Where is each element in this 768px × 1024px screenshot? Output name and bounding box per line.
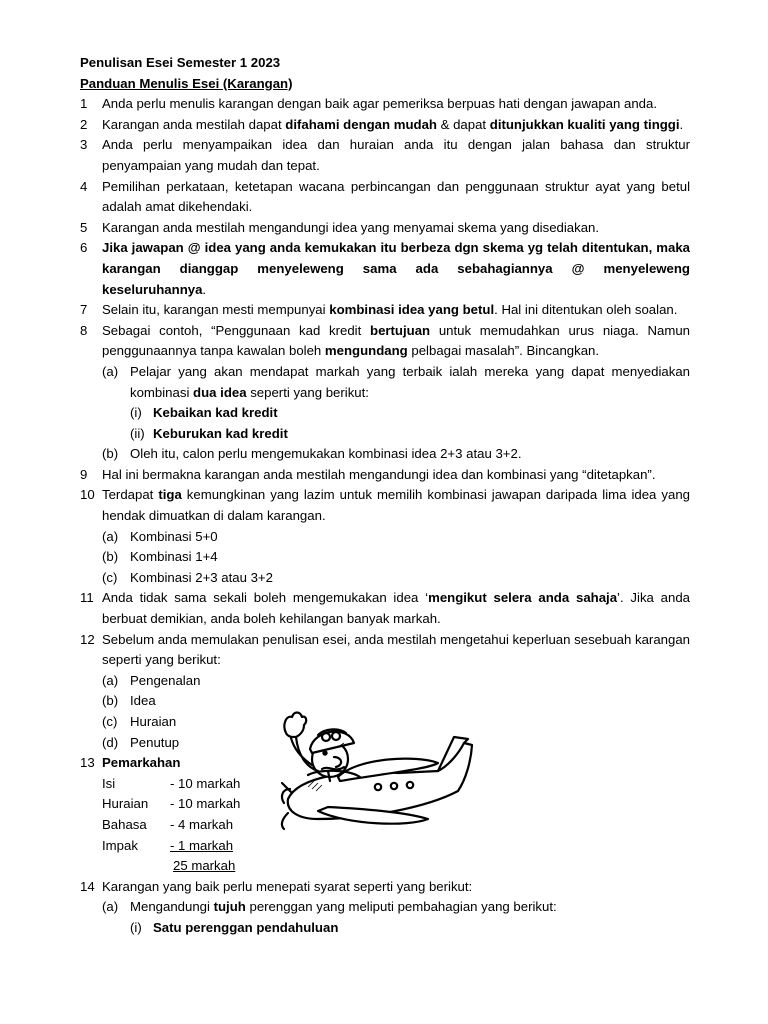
item-text: Oleh itu, calon perlu mengemukakan kombinasi idea 2+3 atau 3+2. [130, 446, 522, 462]
item-bold-text: dua idea [193, 384, 247, 400]
sub-item [80, 444, 690, 465]
item-text: Anda perlu menulis karangan dengan baik agar pemeriksa berpuas hati dengan jawapan anda. [102, 96, 657, 112]
item-text: Sebelum anda memulakan penulisan esei, anda mestilah mengetahui keperluan sesebuah karangan seperti yang berikut: [102, 631, 690, 668]
list-item [80, 300, 690, 321]
item-bold-text: Satu perenggan pendahuluan [153, 919, 339, 935]
item-text: . Hal ini ditentukan oleh soalan. [494, 302, 678, 318]
item-text: & dapat [436, 116, 490, 132]
item-text: Pengenalan [130, 672, 201, 688]
sub-item-label: (c) [102, 569, 118, 585]
item-bold-text: kombinasi idea yang betul [329, 302, 495, 318]
item-number: 6 [80, 240, 88, 256]
item-text: kemungkinan yang lazim untuk memilih kombinasi jawapan daripada lima idea yang hendak dimuatkan di dalam karangan. [102, 487, 690, 524]
item-number: 5 [80, 219, 88, 235]
item-text: perenggan yang meliputi pembahagian yang berikut: [245, 899, 557, 915]
item-text: . [679, 116, 684, 132]
sub-item-label: (i) [130, 919, 142, 935]
list-item [80, 115, 690, 136]
item-number: 3 [80, 137, 88, 153]
item-bold-text: mengundang [324, 343, 408, 359]
item-number: 14 [80, 878, 95, 894]
sub-item [80, 547, 690, 568]
item-text: Terdapat [102, 487, 159, 503]
score-value: - 4 markah [170, 816, 234, 832]
item-bold-text: bertujuan [370, 322, 431, 338]
item-text: Kombinasi 5+0 [130, 528, 218, 544]
item-text: Sebagai contoh, “Penggunaan kad kredit [102, 322, 371, 338]
item-text: . [202, 281, 207, 297]
item-text: Hal ini bermakna karangan anda mestilah mengandungi idea dan kombinasi yang “ditetapkan”. [102, 466, 656, 482]
sub-item [80, 527, 690, 548]
score-label: Bahasa [102, 816, 147, 832]
score-value: - 10 markah [170, 796, 241, 812]
sub-item-label: (b) [102, 446, 119, 462]
score-total: 25 markah [173, 858, 236, 874]
item-number: 1 [80, 96, 88, 112]
item-bold-text: Jika jawapan @ idea yang anda kemukakan itu berbeza dgn skema yg telah ditentukan, maka karangan dianggap menyeleweng sama ada sebahagiannya @ menyeleweng keseluruhannya [102, 240, 690, 297]
sub-item-label: (a) [102, 899, 119, 915]
item-text: Kombinasi 2+3 atau 3+2 [130, 569, 273, 585]
item-text: Pemilihan perkataan, ketetapan wacana perbincangan dan penggunaan struktur ayat yang betul adalah amat dikehendaki. [102, 178, 690, 215]
list-item [80, 630, 690, 671]
score-label: Impak [102, 837, 138, 853]
item-text: seperti yang berikut: [246, 384, 369, 400]
item-bold-text: Pemarkahan [102, 755, 181, 771]
sub-sub-item [80, 918, 690, 939]
item-number: 2 [80, 116, 88, 132]
item-text: Huraian [130, 714, 177, 729]
sub-item [80, 568, 690, 589]
item-text: Anda perlu menyampaikan idea dan huraian anda itu dengan jalan bahasa dan struktur penyampaian yang mudah dan tepat. [102, 137, 690, 173]
sub-item [80, 897, 690, 918]
score-row [80, 836, 690, 857]
sub-item-label: (a) [102, 672, 119, 688]
item-number: 10 [80, 487, 95, 503]
document-title: Penulisan Esei Semester 1 2023 [80, 55, 281, 70]
sub-item-label: (b) [102, 549, 119, 565]
item-bold-text: difahami dengan mudah [285, 116, 437, 132]
item-number: 8 [80, 322, 88, 338]
list-item [80, 321, 690, 362]
item-text: Karangan yang baik perlu menepati syarat seperti yang berikut: [102, 878, 473, 894]
item-bold-text: mengikut selera anda sahaja [428, 590, 618, 606]
item-number: 11 [80, 590, 94, 606]
list-item [80, 588, 690, 629]
pilot-airplane-illustration [278, 707, 478, 835]
sub-sub-item [80, 424, 690, 445]
item-number: 12 [80, 631, 95, 647]
item-text: pelbagai masalah”. Bincangkan. [407, 343, 600, 359]
item-text: untuk memudahkan urus niaga. Namun penggunaannya tanpa kawalan boleh [102, 322, 690, 359]
item-text: Anda tidak sama sekali boleh mengemukakan idea ‘ [102, 590, 429, 606]
item-text: Mengandungi [130, 899, 214, 915]
list-item [80, 135, 690, 176]
sub-item-label: (ii) [130, 425, 145, 441]
list-item [80, 94, 690, 115]
score-value: - 1 markah [170, 837, 234, 853]
sub-item-label: (c) [102, 714, 118, 729]
document-subtitle: Panduan Menulis Esei (Karangan) [80, 75, 293, 91]
list-item [80, 238, 690, 300]
list-item [80, 465, 690, 486]
item-text: Selain itu, karangan mesti mempunyai [102, 302, 330, 318]
item-bold-text: Keburukan kad kredit [153, 425, 288, 441]
item-bold-text: tiga [158, 487, 182, 503]
sub-item-label: (a) [102, 363, 119, 379]
list-item [80, 877, 690, 898]
item-text: Karangan anda mestilah mengandungi idea yang menyamai skema yang disediakan. [102, 219, 600, 235]
list-item [80, 485, 690, 526]
item-text: Idea [130, 693, 156, 709]
score-label: Isi [102, 775, 116, 791]
item-number: 7 [80, 302, 88, 318]
sub-item-label: (a) [102, 528, 119, 544]
item-text: ’. Jika anda berbuat demikian, anda boleh kehilangan banyak markah. [102, 590, 691, 627]
item-text: Pelajar yang akan mendapat markah yang terbaik ialah mereka yang dapat menyediakan kombinasi [130, 363, 690, 400]
item-bold-text: ditunjukkan kualiti yang tinggi [489, 116, 680, 132]
score-total-row [80, 856, 690, 877]
item-bold-text: tujuh [213, 899, 246, 915]
list-item [80, 177, 690, 218]
item-number: 13 [80, 755, 95, 771]
item-text: Karangan anda mestilah dapat [102, 116, 286, 132]
score-value: - 10 markah [170, 775, 241, 791]
sub-item [80, 362, 690, 403]
score-label: Huraian [102, 796, 149, 812]
item-number: 4 [80, 178, 88, 194]
list-item [80, 218, 690, 239]
item-number: 9 [80, 466, 88, 482]
item-text: Kombinasi 1+4 [130, 549, 218, 565]
sub-item [80, 671, 690, 692]
item-bold-text: Kebaikan kad kredit [153, 405, 278, 421]
sub-sub-item [80, 403, 690, 424]
sub-item-label: (i) [130, 405, 142, 421]
item-text: Penutup [130, 734, 180, 750]
sub-item-label: (b) [102, 693, 119, 709]
sub-item-label: (d) [102, 734, 119, 750]
